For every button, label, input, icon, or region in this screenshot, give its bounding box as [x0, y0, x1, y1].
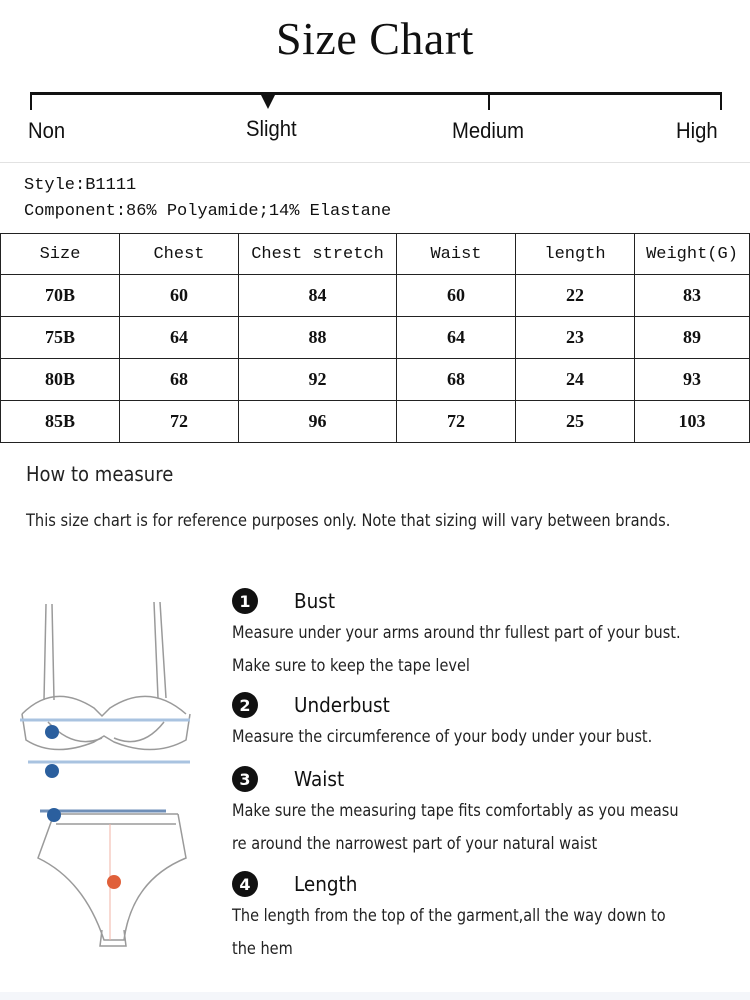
cell-weight: 83	[635, 275, 750, 317]
page-title: Size Chart	[276, 13, 474, 64]
number-3-icon: 3	[232, 766, 258, 792]
measure-marker-waist-icon	[47, 808, 61, 822]
table-header-row	[1, 234, 750, 275]
header-chest: Chest	[120, 234, 239, 275]
cell-length: 23	[516, 317, 635, 359]
header-chest-stretch: Chest stretch	[239, 234, 397, 275]
table-row	[1, 359, 750, 401]
header-waist: Waist	[397, 234, 516, 275]
step-text: Measure under your arms around thr fullest part of your bust.	[232, 623, 681, 642]
table-row	[1, 317, 750, 359]
table-row	[1, 275, 750, 317]
header-weight: Weight(G)	[635, 234, 750, 275]
stretch-indicator-arrow-icon	[260, 93, 276, 109]
scale-label-slight: Slight	[246, 116, 297, 141]
cell-chest: 72	[120, 401, 239, 443]
header-length: length	[516, 234, 635, 275]
scale-label-medium: Medium	[452, 118, 524, 143]
cell-weight: 103	[635, 401, 750, 443]
step-title: Underbust	[294, 693, 390, 717]
scale-tick-medium	[488, 92, 490, 110]
step-text: re around the narrowest part of your natural waist	[232, 834, 598, 853]
cell-chest-stretch: 96	[239, 401, 397, 443]
scale-label-high: High	[676, 118, 718, 143]
number-1-icon: 1	[232, 588, 258, 614]
lingerie-measurement-illustration	[14, 590, 204, 970]
divider	[0, 162, 750, 163]
cell-size: 70B	[1, 275, 120, 317]
scale-label-non: Non	[28, 118, 66, 143]
step-waist	[232, 764, 739, 860]
measure-marker-underbust-icon	[45, 764, 59, 778]
cell-chest: 60	[120, 275, 239, 317]
cell-waist: 68	[397, 359, 516, 401]
step-text: the hem	[232, 939, 293, 958]
measure-marker-bust-icon	[45, 725, 59, 739]
number-2-icon: 2	[232, 692, 258, 718]
size-table	[0, 233, 750, 443]
style-code: Style:B1111	[24, 176, 137, 195]
number-4-icon: 4	[232, 871, 258, 897]
scale-tick-high	[720, 92, 722, 110]
cell-chest-stretch: 88	[239, 317, 397, 359]
cell-size: 85B	[1, 401, 120, 443]
stretch-scale	[30, 88, 722, 128]
header-size: Size	[1, 234, 120, 275]
cell-chest: 64	[120, 317, 239, 359]
cell-length: 25	[516, 401, 635, 443]
step-bust	[232, 586, 742, 682]
cell-weight: 89	[635, 317, 750, 359]
step-title: Bust	[294, 589, 336, 613]
cell-weight: 93	[635, 359, 750, 401]
table-row	[1, 401, 750, 443]
step-text: Make sure the measuring tape fits comfortably as you measu	[232, 801, 679, 820]
step-text: The length from the top of the garment,all the way down to	[232, 906, 666, 925]
step-text: Make sure to keep the tape level	[232, 656, 470, 675]
cell-chest-stretch: 84	[239, 275, 397, 317]
cell-chest: 68	[120, 359, 239, 401]
cell-length: 22	[516, 275, 635, 317]
cell-waist: 64	[397, 317, 516, 359]
scale-tick-non	[30, 92, 32, 110]
how-to-measure-heading: How to measure	[26, 462, 174, 486]
measure-marker-length-icon	[107, 875, 121, 889]
fabric-composition: Component:86% Polyamide;14% Elastane	[24, 202, 392, 221]
reference-note: This size chart is for reference purposes only. Note that sizing will vary between brands.	[26, 511, 671, 531]
cell-size: 80B	[1, 359, 120, 401]
cell-waist: 60	[397, 275, 516, 317]
step-length	[232, 869, 725, 965]
cell-size: 75B	[1, 317, 120, 359]
step-title: Waist	[294, 767, 345, 791]
step-underbust	[232, 690, 710, 753]
step-title: Length	[294, 872, 358, 896]
cell-waist: 72	[397, 401, 516, 443]
cell-length: 24	[516, 359, 635, 401]
cell-chest-stretch: 92	[239, 359, 397, 401]
step-text: Measure the circumference of your body under your bust.	[232, 727, 653, 746]
bottom-band	[0, 992, 750, 1000]
scale-line	[30, 92, 722, 95]
